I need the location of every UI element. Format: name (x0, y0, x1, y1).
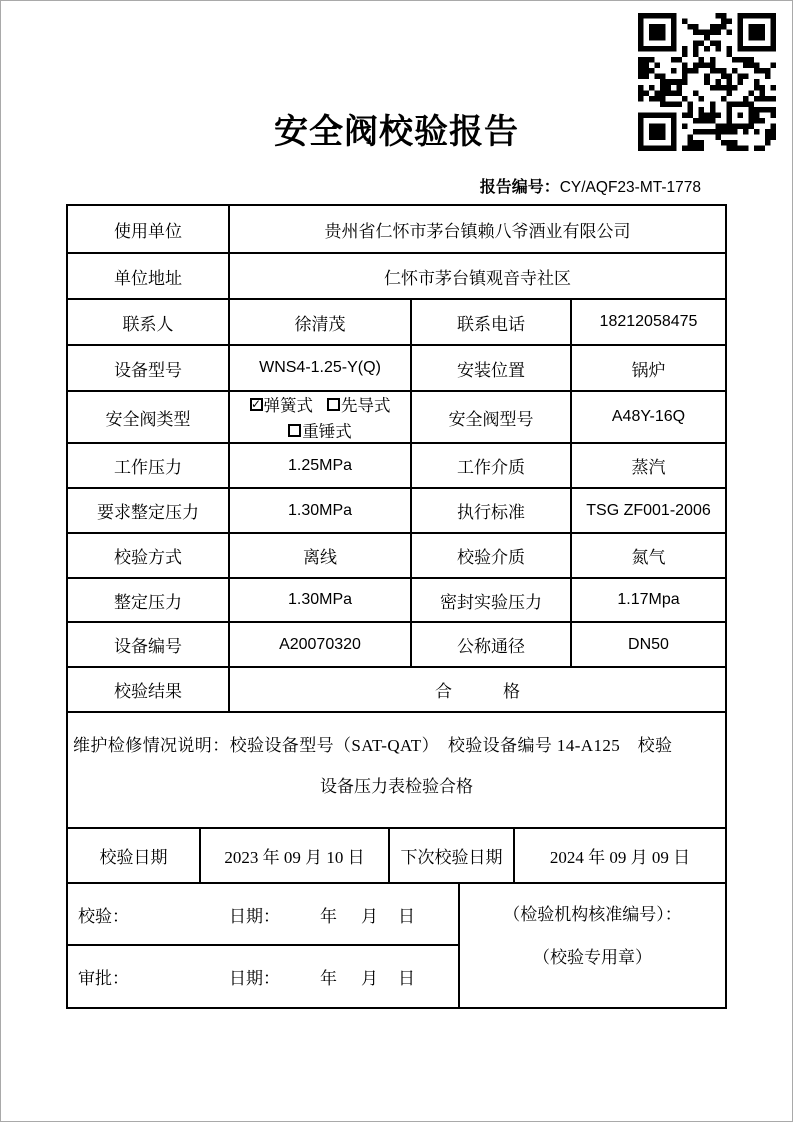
row-maintenance-note (68, 711, 725, 827)
report-number-label: 报告编号： (479, 179, 560, 196)
field-label: 工作介质 (410, 444, 570, 487)
maintenance-note-line1: 维护检修情况说明：校验设备型号（SAT-QAT） 校验设备编号 14-A125 校验 (73, 736, 673, 755)
agency-approval-number-label: （检验机构核准编号）： (503, 905, 682, 924)
row-set-pressure (68, 577, 725, 621)
field-label: 安装位置 (410, 346, 570, 390)
field-label: 校验方式 (114, 548, 182, 567)
field-value: 徐清茂 (228, 300, 410, 344)
field-value: A48Y-16Q (570, 392, 725, 442)
row-calibration-result (68, 666, 725, 711)
approver-signature-row (68, 946, 458, 1007)
signature-block (68, 884, 458, 1007)
maintenance-note (68, 713, 725, 827)
date-label: 日期： (229, 969, 280, 988)
field-value: WNS4-1.25-Y(Q) (228, 346, 410, 390)
stamp-area (458, 884, 725, 1007)
row-device-model (68, 344, 725, 390)
checkbox-spring-icon: ✓ (250, 397, 262, 411)
row-working-pressure (68, 442, 725, 487)
checkbox-pilot-label: 先导式 (341, 396, 391, 415)
field-value: 合 格 (228, 668, 725, 711)
approver-label: 审批： (78, 969, 129, 988)
month-label: 月 (361, 969, 378, 988)
row-calibration-method (68, 532, 725, 577)
date-label: 日期： (229, 906, 280, 926)
field-label: 整定压力 (114, 592, 182, 612)
calibrator-label: 校验： (78, 906, 129, 926)
valve-type-options (228, 392, 410, 442)
field-value: 1.30MPa (228, 489, 410, 532)
field-value: A20070320 (228, 623, 410, 666)
field-label: 单位地址 (114, 268, 182, 288)
field-value: 1.30MPa (228, 579, 410, 621)
day-label: 日 (398, 969, 415, 988)
checkbox-weight-label: 重锤式 (302, 422, 352, 441)
field-label: 公称通径 (410, 623, 570, 666)
field-value: 18212058475 (570, 300, 725, 344)
field-label: 密封实验压力 (410, 579, 570, 621)
field-value: 锅炉 (570, 346, 725, 390)
report-number-value: CY/AQF23-MT-1778 (559, 179, 701, 196)
maintenance-note-line2: 设备压力表检验合格 (320, 777, 473, 796)
field-label: 安全阀型号 (410, 392, 570, 442)
qr-code-icon (638, 13, 776, 151)
row-signatures (68, 882, 725, 1007)
page-title: 安全阀校验报告 (274, 114, 519, 151)
field-label: 联系电话 (410, 300, 570, 344)
field-value: 2023 年 09 月 10 日 (199, 829, 388, 882)
row-required-set-pressure (68, 487, 725, 532)
month-label: 月 (361, 906, 378, 926)
calibrator-signature-row (68, 884, 458, 946)
field-label: 使用单位 (114, 221, 182, 241)
valve-type-line1 (250, 392, 391, 416)
field-value: TSG ZF001-2006 (570, 489, 725, 532)
field-value: 离线 (228, 534, 410, 577)
field-label: 设备编号 (114, 637, 182, 656)
field-value: 仁怀市茅台镇观音寺社区 (228, 254, 725, 298)
field-label: 要求整定压力 (97, 503, 199, 522)
checkbox-pilot-icon (327, 398, 340, 411)
row-contact (68, 298, 725, 344)
year-label: 年 (320, 906, 337, 926)
field-label: 安全阀类型 (105, 409, 191, 429)
row-use-unit (68, 206, 725, 252)
year-label: 年 (320, 969, 337, 988)
field-value: 贵州省仁怀市茅台镇赖八爷酒业有限公司 (228, 206, 725, 252)
field-label: 校验日期 (99, 848, 168, 867)
field-label: 工作压力 (114, 458, 182, 477)
field-label: 联系人 (122, 314, 174, 334)
field-value: 蒸汽 (570, 444, 725, 487)
field-label: 执行标准 (410, 489, 570, 532)
row-device-number (68, 621, 725, 666)
field-label: 下次校验日期 (388, 829, 513, 882)
valve-type-line2 (288, 418, 352, 442)
report-table (66, 204, 727, 1009)
field-value: 氮气 (570, 534, 725, 577)
row-valve-type (68, 390, 725, 442)
field-value: 1.17Mpa (570, 579, 725, 621)
field-label: 校验结果 (114, 682, 182, 701)
field-value: DN50 (570, 623, 725, 666)
field-value: 2024 年 09 月 09 日 (513, 829, 725, 882)
checkbox-spring-label: 弹簧式 (263, 396, 313, 415)
field-label: 设备型号 (114, 360, 182, 380)
checkbox-weight-icon (288, 424, 301, 437)
field-value: 1.25MPa (228, 444, 410, 487)
row-unit-address (68, 252, 725, 298)
calibration-seal-label: （校验专用章） (533, 948, 652, 967)
row-calibration-date (68, 827, 725, 882)
report-number-line (68, 177, 725, 199)
field-label: 校验介质 (410, 534, 570, 577)
day-label: 日 (398, 906, 415, 926)
